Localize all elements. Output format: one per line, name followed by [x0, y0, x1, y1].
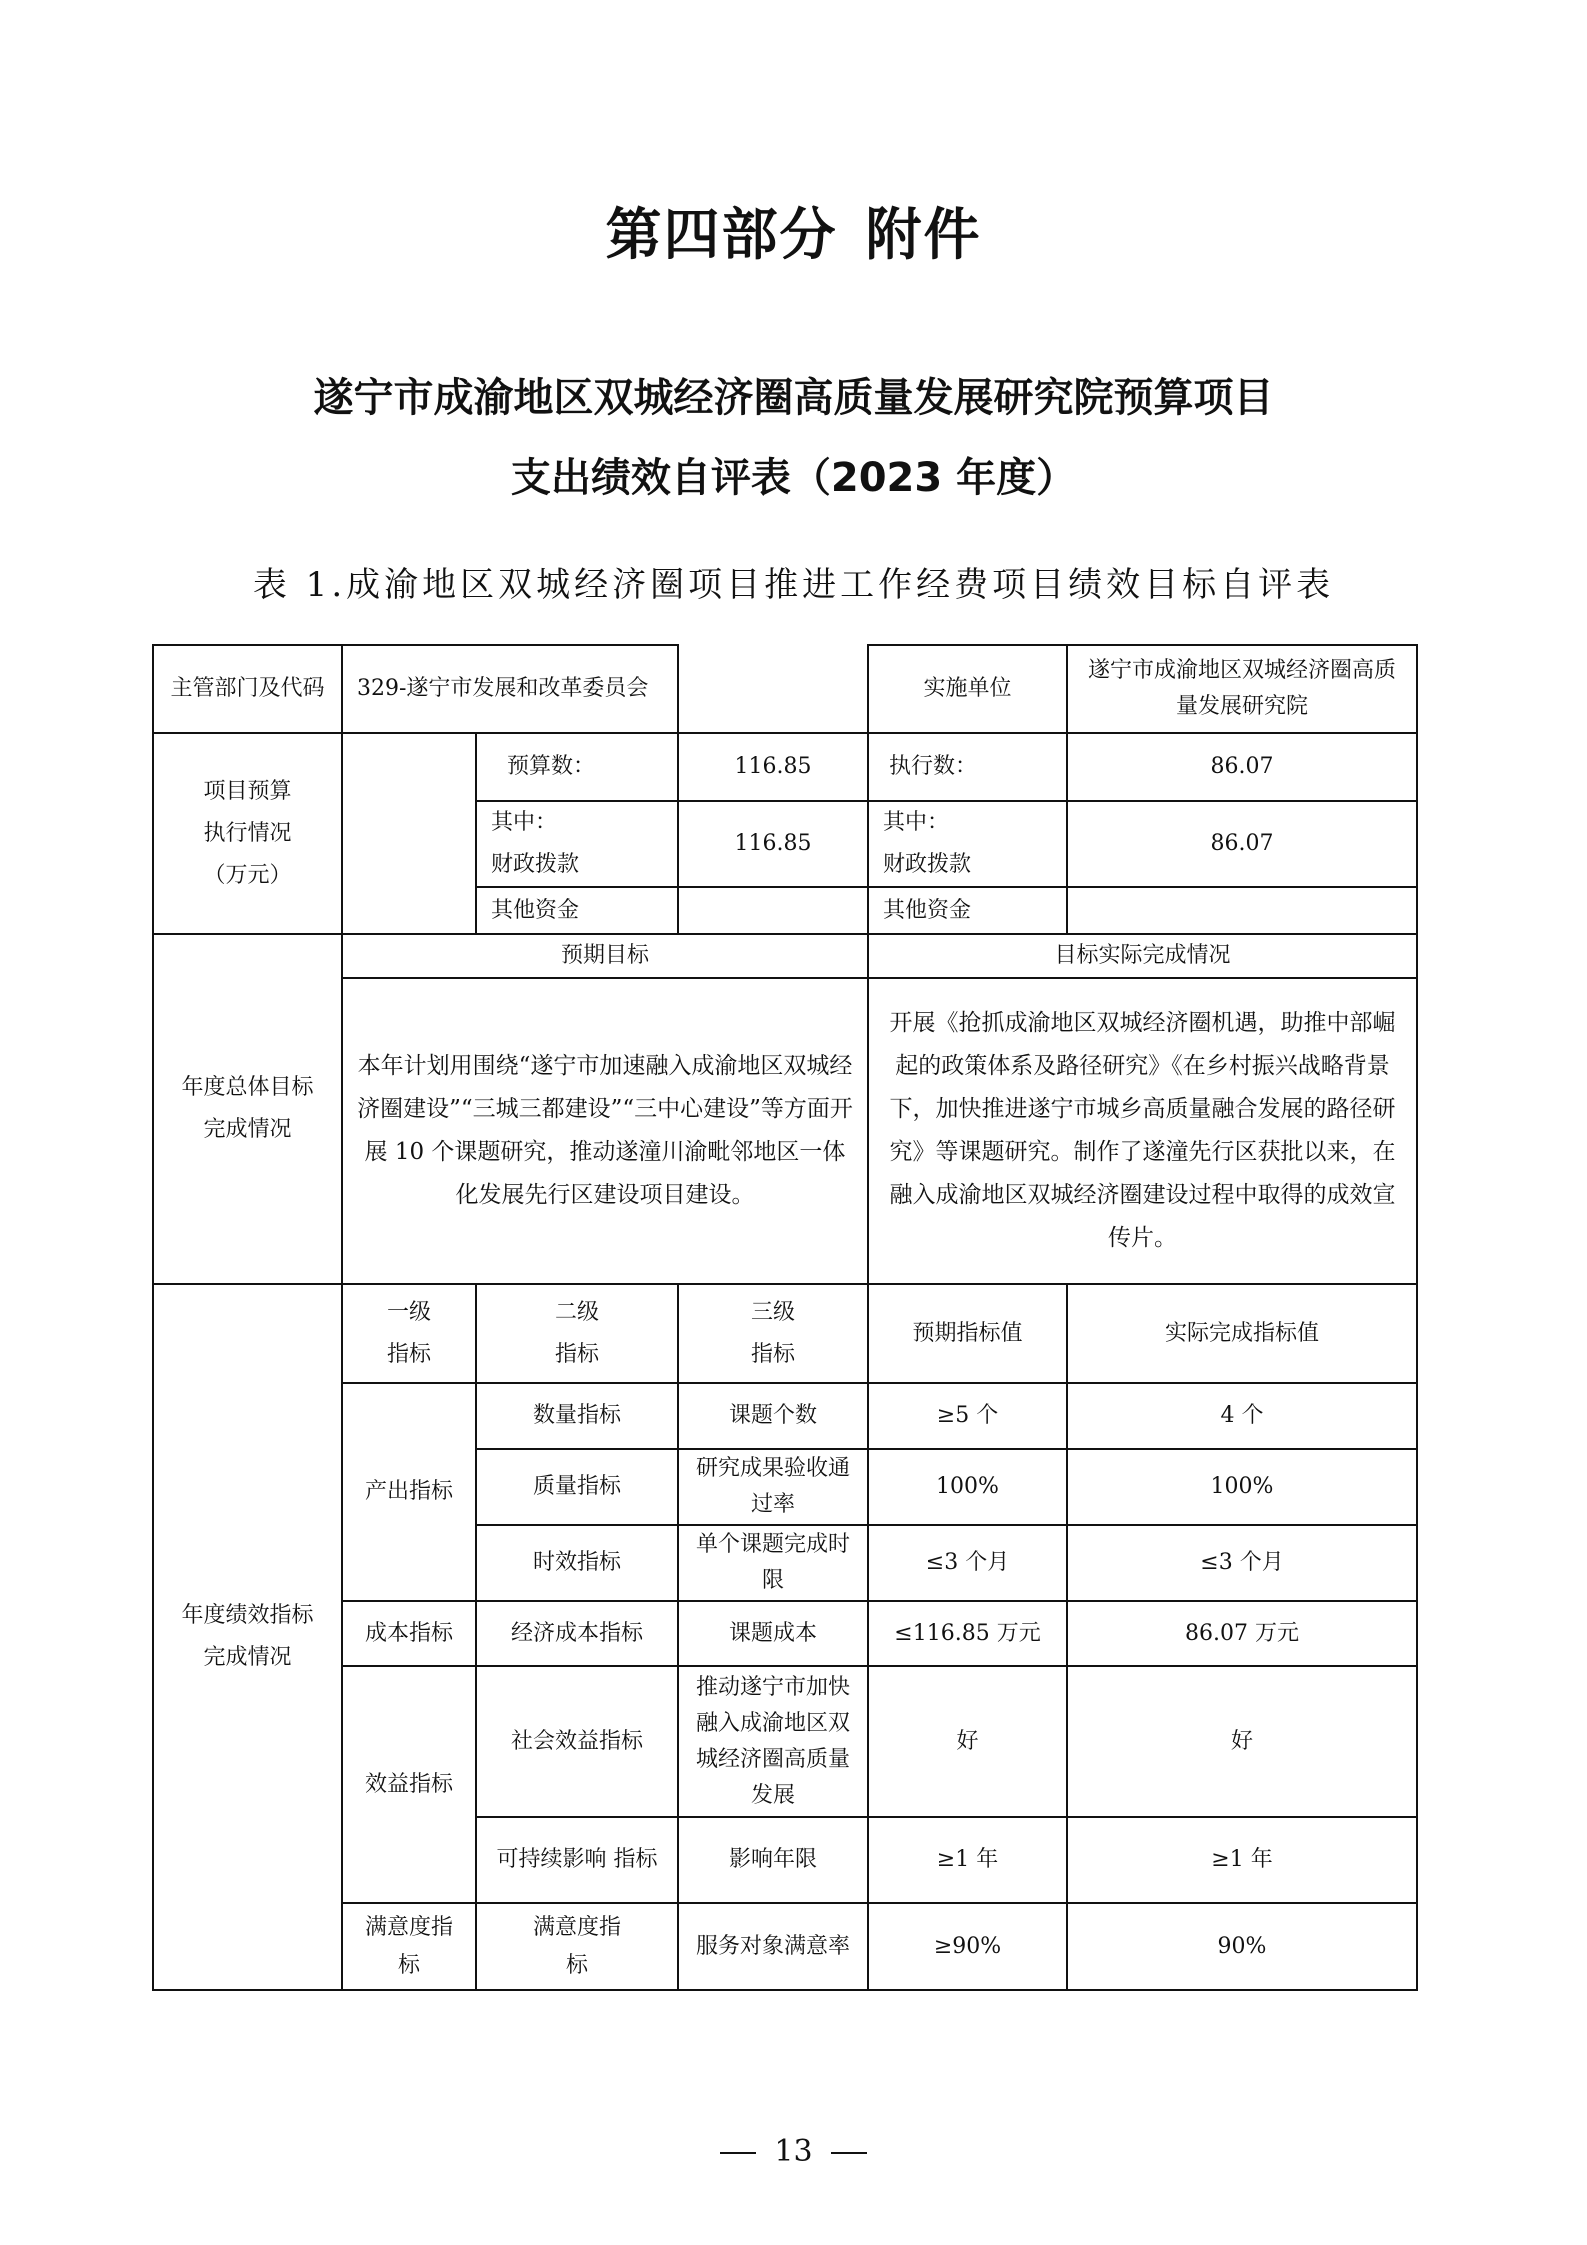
actual-value: 100% — [1210, 1474, 1274, 1499]
level3-label: 推动遂宁市加快融入成渝地区双城经济圈高质量发展 — [695, 1674, 850, 1808]
budget-amount-value-cell — [677, 732, 869, 802]
indicators-label-line: 完成情况 — [203, 1645, 292, 1670]
other-budget-label-cell — [475, 886, 679, 935]
level3-cell — [677, 1902, 869, 1991]
level1-label: 效益指标 — [364, 1771, 453, 1797]
fiscal-label-line: 其中： — [883, 810, 950, 835]
actual-value: ≥1 年 — [1211, 1847, 1273, 1872]
actual-value-cell — [1066, 1600, 1418, 1667]
header-actual: 实际完成指标值 — [1164, 1320, 1319, 1346]
expected-value-cell — [867, 1816, 1068, 1904]
fiscal-budget-value-cell — [677, 800, 869, 888]
fiscal-exec-label — [883, 802, 971, 886]
table-caption: 表 1.成渝地区双城经济圈项目推进工作经费项目绩效目标自评表 — [252, 565, 1335, 605]
level1-benefit-cell — [341, 1665, 477, 1904]
level2-label: 社会效益指标 — [510, 1728, 643, 1754]
header-line: 一级 — [386, 1299, 431, 1325]
budget-amount-value: 116.85 — [734, 754, 812, 779]
header-level2-cell — [475, 1283, 679, 1384]
expected-goal-text-cell — [341, 977, 869, 1285]
dept-value-cell — [341, 644, 679, 734]
actual-goal-header: 目标实际完成情况 — [1054, 943, 1231, 968]
level2-label: 时效指标 — [532, 1550, 621, 1575]
impl-label: 实施单位 — [923, 676, 1012, 701]
fiscal-budget-label-cell — [475, 800, 679, 888]
header-level3 — [751, 1292, 795, 1376]
actual-goal-text: 开展《抢抓成渝地区双城经济圈机遇，助推中部崛起的政策体系及路径研究》《在乡村振兴战略背景下，加快推进遂宁市城乡高质量融合发展的路径研究》等课题研究。制作了遂潼先行区获批以来，在融入成渝地区双城经济圈建设过程中取得的成效宣传片。 — [889, 1010, 1396, 1251]
actual-value-cell — [1066, 1816, 1418, 1904]
report-title-line-2: 支出绩效自评表（2023 年度） — [510, 455, 1077, 501]
annual-goal-label-line: 年度总体目标 — [181, 1075, 314, 1100]
level2-label: 可持续影响 指标 — [496, 1847, 658, 1872]
level1-satisfaction-cell — [341, 1902, 477, 1991]
level3-cell — [677, 1600, 869, 1667]
level2-cell — [475, 1524, 679, 1602]
header-level1-cell — [341, 1283, 477, 1384]
part-title-main: 第四部分 — [605, 203, 838, 268]
fiscal-exec-value-cell — [1066, 800, 1418, 888]
actual-value: 4 个 — [1220, 1403, 1264, 1428]
page-dash-left — [720, 2152, 756, 2154]
expected-value-cell — [867, 1524, 1068, 1602]
expected-value-cell — [867, 1600, 1068, 1667]
budget-section-label — [203, 771, 291, 897]
budget-label-line: 执行情况 — [203, 820, 292, 846]
actual-value: 好 — [1230, 1728, 1253, 1754]
expected-value-cell — [867, 1448, 1068, 1526]
level1-label: 满意度指标 — [365, 1914, 454, 1978]
part-title-sub: 附件 — [865, 203, 982, 268]
exec-amount-label: 执行数： — [889, 754, 978, 779]
level3-label: 课题成本 — [728, 1620, 817, 1646]
expected-value: ≤3 个月 — [925, 1550, 1010, 1575]
other-budget-label: 其他资金 — [491, 897, 580, 923]
actual-value-cell — [1066, 1902, 1418, 1991]
expected-value-cell — [867, 1665, 1068, 1818]
fiscal-exec-value: 86.07 — [1210, 831, 1274, 856]
level2-cell — [475, 1448, 679, 1526]
level3-label: 影响年限 — [728, 1847, 817, 1872]
actual-value-cell — [1066, 1524, 1418, 1602]
indicators-label-line: 年度绩效指标 — [181, 1603, 314, 1628]
page-number-value: 13 — [774, 2134, 813, 2169]
expected-value: ≥90% — [933, 1933, 1002, 1959]
level1-cost-cell — [341, 1600, 477, 1667]
other-exec-label: 其他资金 — [883, 897, 972, 923]
fiscal-label-line: 其中： — [491, 810, 558, 835]
expected-value-cell — [867, 1382, 1068, 1450]
annual-goal-label — [181, 1067, 313, 1151]
budget-section-label-cell — [152, 732, 343, 935]
expected-value: 100% — [936, 1474, 999, 1499]
budget-amount-label-cell — [475, 732, 679, 802]
level3-cell — [677, 1816, 869, 1904]
level3-label: 服务对象满意率 — [695, 1933, 850, 1959]
level2-label: 数量指标 — [532, 1403, 621, 1428]
header-line: 指标 — [750, 1341, 795, 1367]
level3-cell — [677, 1448, 869, 1526]
header-level3-cell — [677, 1283, 869, 1384]
expected-value: ≤116.85 万元 — [894, 1620, 1041, 1646]
other-exec-value-cell — [1066, 886, 1418, 935]
header-line: 指标 — [554, 1341, 599, 1367]
indicators-section-label — [181, 1595, 313, 1679]
level3-label: 单个课题完成时限 — [695, 1532, 850, 1593]
dept-value: 329-遂宁市发展和改革委员会 — [357, 676, 649, 701]
expected-value: ≥5 个 — [936, 1403, 999, 1428]
header-line: 二级 — [554, 1299, 599, 1325]
level3-label: 研究成果验收通过率 — [695, 1456, 850, 1517]
actual-value: 90% — [1217, 1933, 1267, 1959]
header-expected-cell — [867, 1283, 1068, 1384]
level1-output-cell — [341, 1382, 477, 1602]
annual-goal-label-line: 完成情况 — [203, 1117, 292, 1142]
header-level2 — [555, 1292, 599, 1376]
expected-value: 好 — [956, 1728, 979, 1754]
impl-label-cell — [867, 644, 1068, 734]
level2-cell — [475, 1902, 679, 1991]
expected-value: ≥1 年 — [936, 1847, 999, 1872]
level3-cell — [677, 1524, 869, 1602]
actual-goal-text-cell — [867, 977, 1418, 1285]
impl-value: 遂宁市成渝地区双城经济圈高质量发展研究院 — [1087, 658, 1396, 719]
level2-label: 质量指标 — [532, 1474, 621, 1499]
level2-label: 满意度指标 — [532, 1914, 621, 1978]
actual-value-cell — [1066, 1448, 1418, 1526]
actual-value-cell — [1066, 1665, 1418, 1818]
actual-goal-header-cell — [867, 933, 1418, 979]
report-title-line-1: 遂宁市成渝地区双城经济圈高质量发展研究院预算项目 — [313, 375, 1274, 421]
fiscal-label-line: 财政拨款 — [491, 852, 580, 877]
dept-label: 主管部门及代码 — [170, 676, 325, 701]
level2-label: 经济成本指标 — [510, 1620, 643, 1646]
actual-value-cell — [1066, 1382, 1418, 1450]
expected-goal-header-cell — [341, 933, 869, 979]
level2-cell — [475, 1665, 679, 1818]
level2-cell — [475, 1382, 679, 1450]
fiscal-exec-label-cell — [867, 800, 1068, 888]
header-line: 三级 — [750, 1299, 795, 1325]
exec-amount-label-cell — [867, 732, 1068, 802]
other-exec-label-cell — [867, 886, 1068, 935]
fiscal-budget-label — [491, 802, 579, 886]
header-level1 — [387, 1292, 431, 1376]
header-actual-cell — [1066, 1283, 1418, 1384]
annual-goal-label-cell — [152, 933, 343, 1285]
exec-amount-value-cell — [1066, 732, 1418, 802]
level1-label: 产出指标 — [364, 1479, 453, 1504]
budget-label-line: （万元） — [203, 862, 292, 888]
dept-label-cell — [152, 644, 343, 734]
fiscal-label-line: 财政拨款 — [883, 852, 972, 877]
exec-amount-value: 86.07 — [1210, 754, 1274, 779]
level2-cell — [475, 1816, 679, 1904]
expected-goal-header: 预期目标 — [560, 943, 649, 968]
other-budget-value-cell — [677, 886, 869, 935]
level1-label: 成本指标 — [364, 1620, 453, 1646]
expected-value-cell — [867, 1902, 1068, 1991]
impl-value-cell — [1066, 644, 1418, 734]
fiscal-budget-value: 116.85 — [734, 831, 812, 856]
page-dash-right — [831, 2152, 867, 2154]
indicators-section-label-cell — [152, 1283, 343, 1991]
page-number — [0, 2132, 1587, 2172]
header-expected: 预期指标值 — [912, 1320, 1023, 1346]
budget-label-line: 项目预算 — [203, 778, 292, 804]
level3-cell — [677, 1382, 869, 1450]
level2-cell — [475, 1600, 679, 1667]
actual-value: 86.07 万元 — [1185, 1620, 1299, 1646]
level3-cell — [677, 1665, 869, 1818]
level3-label: 课题个数 — [728, 1403, 817, 1428]
budget-amount-label: 预算数： — [507, 754, 596, 779]
header-line: 指标 — [386, 1341, 431, 1367]
expected-goal-text: 本年计划用围绕“遂宁市加速融入成渝地区双城经济圈建设”“三城三都建设”“三中心建设”等方面开展 10 个课题研究，推动遂潼川渝毗邻地区一体化发展先行区建设项目建设。 — [357, 1053, 853, 1208]
actual-value: ≤3 个月 — [1200, 1550, 1284, 1575]
